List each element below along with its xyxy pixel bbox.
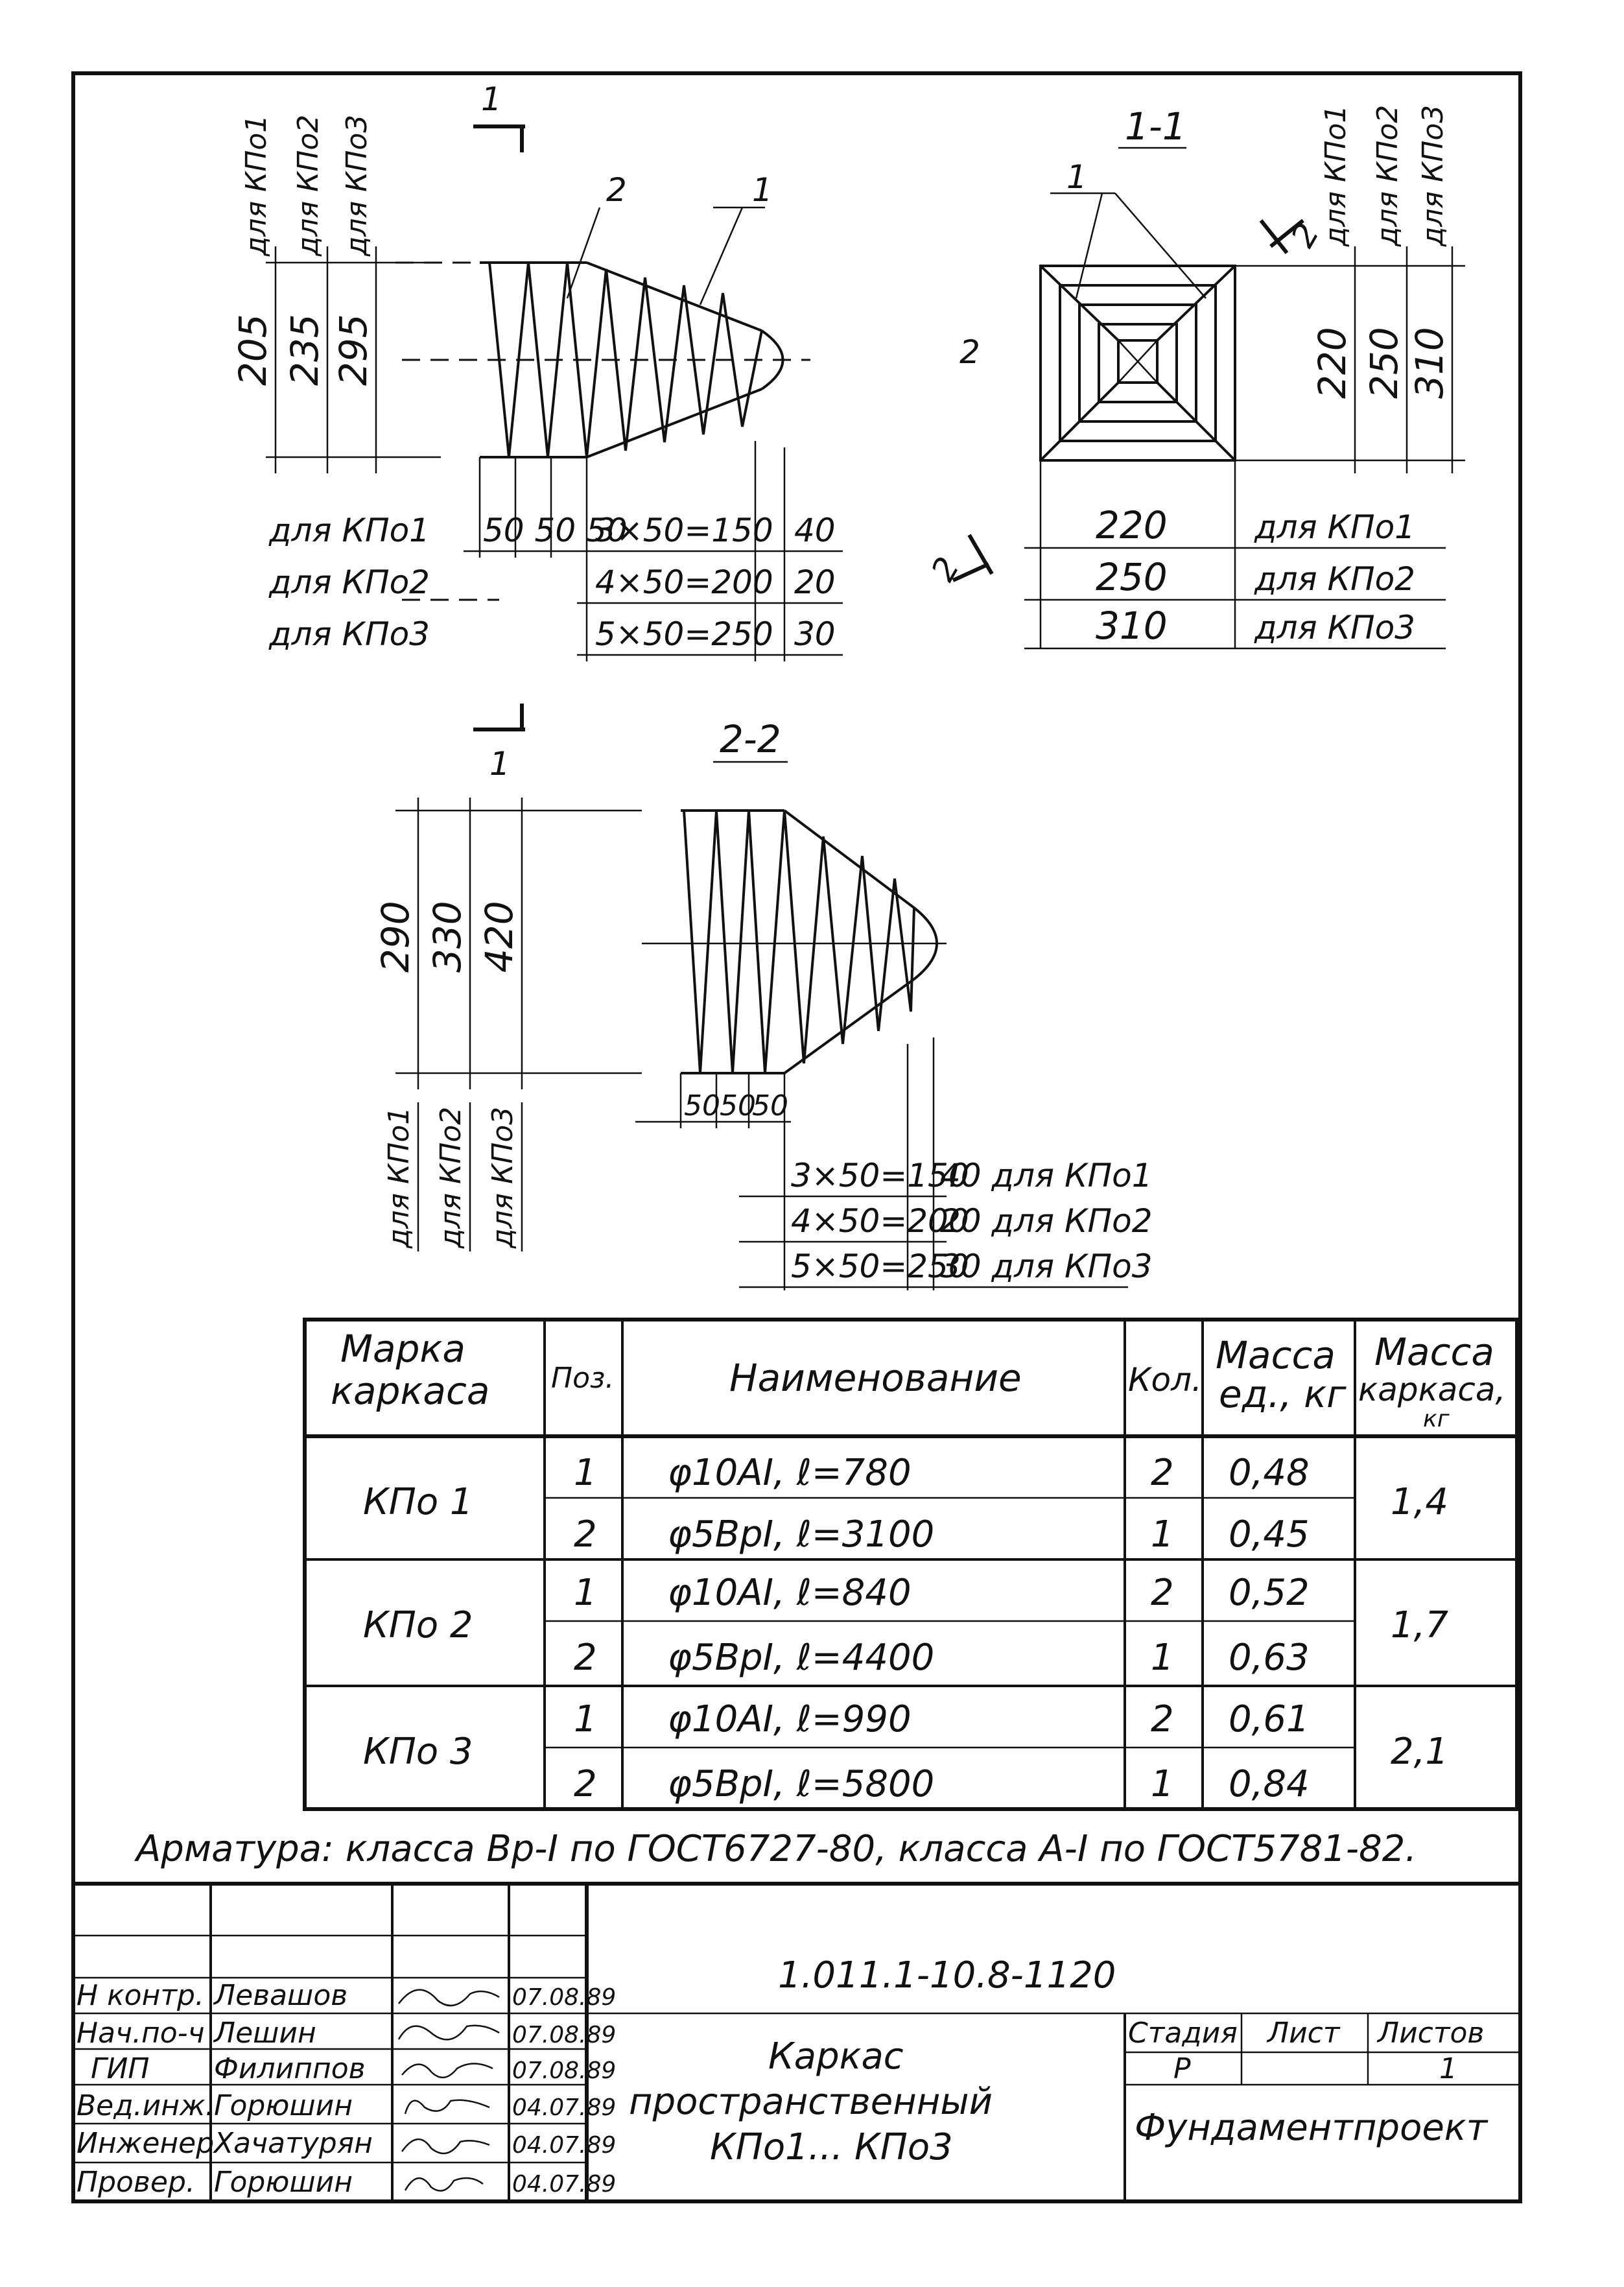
section-1-1-cut2-lower: 2 — [924, 551, 967, 587]
sig-name-5: Хачатурян — [214, 2127, 373, 2160]
row3-span: 5×50=250 — [595, 615, 773, 653]
section-1-1-cut2: 2 — [1284, 217, 1327, 254]
g3-r2-pos: 2 — [574, 1763, 597, 1805]
sig-date-3: 07.08.89 — [512, 2057, 617, 2084]
dim-label-kpo1: для КПо1 — [240, 114, 273, 256]
g2-frame-mass: 1,7 — [1391, 1604, 1449, 1646]
g1-mark: КПо 1 — [363, 1481, 473, 1523]
cut-mark-label: 1 — [481, 80, 502, 118]
s11-width-310: 310 — [1096, 604, 1168, 648]
g2-r1-qty: 2 — [1151, 1572, 1174, 1614]
row1-tail: 40 — [794, 512, 836, 549]
hdr-name: Наименование — [729, 1356, 1022, 1400]
s22-cut-label: 1 — [489, 745, 510, 783]
g2-r2-qty: 1 — [1151, 1637, 1174, 1679]
row2-tail: 20 — [794, 563, 836, 601]
stage-header: Стадия — [1128, 2017, 1238, 2050]
sheets-value: 1 — [1439, 2052, 1457, 2085]
s22-dim-50b: 50 — [720, 1089, 756, 1122]
stage-value: Р — [1173, 2052, 1191, 2085]
s11-wlabel-kpo2: для КПо2 — [1254, 560, 1415, 598]
g2-r1-pos: 1 — [574, 1572, 597, 1614]
sig-role-2: Нач.по-ч — [76, 2017, 205, 2050]
title-block — [73, 1884, 1520, 2201]
s11-height-250: 250 — [1362, 327, 1406, 399]
sig-date-5: 04.07.89 — [512, 2132, 617, 2159]
g2-mark: КПо 2 — [363, 1604, 473, 1646]
g3-r1-mass: 0,61 — [1229, 1698, 1310, 1740]
s11-label-kpo3: для КПо3 — [1417, 104, 1450, 246]
sig-date-4: 04.07.89 — [512, 2094, 617, 2121]
s11-label-kpo1: для КПо1 — [1319, 104, 1352, 246]
hdr-frame-mass-1: Масса — [1374, 1330, 1494, 1374]
g3-r2-qty: 1 — [1151, 1763, 1174, 1805]
s11-wlabel-kpo1: для КПо1 — [1254, 508, 1415, 546]
sheet-header: Лист — [1267, 2017, 1340, 2050]
dim-label-kpo2: для КПо2 — [292, 114, 325, 256]
s11-width-220: 220 — [1096, 503, 1168, 547]
g1-frame-mass: 1,4 — [1391, 1481, 1449, 1523]
height-295: 295 — [331, 314, 375, 386]
g1-r2-qty: 1 — [1151, 1513, 1174, 1556]
sig-role-3: ГИП — [91, 2052, 150, 2085]
sig-date-1: 07.08.89 — [512, 1984, 617, 2011]
g2-r1-mass: 0,52 — [1229, 1572, 1310, 1614]
s22-height-290: 290 — [373, 901, 418, 973]
s22-label-kpo3: для КПо3 — [486, 1106, 519, 1248]
specification-table — [305, 1320, 1517, 1809]
g2-r2-name: φ5BрI, ℓ=4400 — [668, 1637, 935, 1679]
s22-height-330: 330 — [425, 901, 469, 973]
hdr-unit-mass-1: Масса — [1216, 1333, 1336, 1377]
hdr-pos: Поз. — [551, 1362, 615, 1395]
g1-r1-qty: 2 — [1151, 1452, 1174, 1494]
title-line-1: Каркас — [768, 2035, 904, 2078]
s22-label-kpo2: для КПо2 — [434, 1106, 467, 1248]
title-line-3: КПо1... КПо3 — [710, 2126, 953, 2168]
section-1-1-pos1: 1 — [1066, 158, 1087, 196]
section-2-2 — [373, 704, 1153, 1290]
hdr-qty: Кол. — [1128, 1361, 1202, 1399]
hdr-mark-1: Марка — [340, 1327, 465, 1371]
s22-height-420: 420 — [477, 901, 521, 973]
g1-r2-mass: 0,45 — [1229, 1513, 1310, 1556]
section-1-1-pos2: 2 — [959, 333, 980, 371]
s11-height-310: 310 — [1407, 327, 1452, 399]
s22-row2-tail: 20 для КПо2 — [940, 1202, 1153, 1240]
g2-r2-pos: 2 — [574, 1637, 597, 1679]
row1-small-dims: 50 50 50 — [483, 512, 628, 549]
s11-label-kpo2: для КПо2 — [1371, 104, 1404, 246]
g3-mark: КПо 3 — [363, 1731, 473, 1773]
s11-width-250: 250 — [1096, 555, 1168, 599]
height-235: 235 — [283, 314, 327, 386]
row-label-kpo1: для КПо1 — [269, 512, 430, 549]
sig-date-2: 07.08.89 — [512, 2022, 617, 2048]
dim-label-kpo3: для КПо3 — [340, 114, 373, 256]
sig-role-1: Н контр. — [76, 1979, 204, 2012]
organization-name: Фундаментпроект — [1135, 2107, 1488, 2149]
g3-r1-qty: 2 — [1151, 1698, 1174, 1740]
s11-wlabel-kpo3: для КПо3 — [1254, 609, 1415, 646]
g3-r2-name: φ5BрI, ℓ=5800 — [668, 1763, 935, 1805]
hdr-unit-mass-2: ед., кг — [1219, 1372, 1347, 1416]
sheets-header: Листов — [1378, 2017, 1485, 2050]
s22-row3-tail: 30 для КПо3 — [940, 1248, 1153, 1285]
row3-tail: 30 — [794, 615, 836, 653]
s22-row2-span: 4×50=200 — [791, 1202, 969, 1240]
row1-span: 3×50=150 — [595, 512, 773, 549]
s22-label-kpo1: для КПо1 — [382, 1106, 416, 1248]
top-left-view — [231, 80, 843, 661]
g3-r1-pos: 1 — [574, 1698, 597, 1740]
g3-frame-mass: 2,1 — [1391, 1731, 1449, 1773]
sig-name-2: Лешин — [214, 2017, 316, 2050]
section-2-2-title: 2-2 — [720, 717, 781, 761]
hdr-mark-2: каркаса — [331, 1369, 490, 1413]
s22-row3-span: 5×50=250 — [791, 1248, 969, 1285]
row-label-kpo3: для КПо3 — [269, 615, 430, 653]
hdr-frame-mass-3: кг — [1423, 1406, 1450, 1432]
hdr-frame-mass-2: каркаса, — [1358, 1371, 1506, 1408]
row2-span: 4×50=200 — [595, 563, 773, 601]
pos-2-label: 2 — [606, 171, 627, 209]
g1-r2-name: φ5BрI, ℓ=3100 — [668, 1513, 935, 1556]
sig-name-3: Филиппов — [214, 2052, 366, 2085]
sig-role-6: Провер. — [76, 2166, 195, 2199]
document-code: 1.011.1-10.8-1120 — [778, 1954, 1116, 1997]
g3-r2-mass: 0,84 — [1229, 1763, 1310, 1805]
g2-r1-name: φ10AI, ℓ=840 — [668, 1572, 912, 1614]
sig-name-1: Левашов — [214, 1979, 348, 2012]
sig-role-4: Вед.инж. — [76, 2089, 215, 2122]
section-1-1 — [924, 104, 1465, 648]
g2-r2-mass: 0,63 — [1229, 1637, 1310, 1679]
g1-r1-name: φ10AI, ℓ=780 — [668, 1452, 912, 1494]
row-label-kpo2: для КПо2 — [269, 563, 430, 601]
reinforcement-note: Арматура: класса Вр-I по ГОСТ6727-80, класса А-I по ГОСТ5781-82. — [136, 1828, 1417, 1870]
s11-height-220: 220 — [1310, 327, 1354, 399]
sig-date-6: 04.07.89 — [512, 2171, 617, 2198]
sig-name-4: Горюшин — [214, 2089, 353, 2122]
section-1-1-title: 1-1 — [1125, 104, 1186, 148]
s22-dim-50c: 50 — [752, 1089, 788, 1122]
g1-r1-pos: 1 — [574, 1452, 597, 1494]
g1-r2-pos: 2 — [574, 1513, 597, 1556]
s22-row1-span: 3×50=150 — [791, 1157, 969, 1194]
g1-r1-mass: 0,48 — [1229, 1452, 1310, 1494]
sig-name-6: Горюшин — [214, 2166, 353, 2199]
g3-r1-name: φ10AI, ℓ=990 — [668, 1698, 912, 1740]
sig-role-5: Инженер — [76, 2127, 215, 2160]
s22-row1-tail: 40 для КПо1 — [940, 1157, 1153, 1194]
title-line-2: пространственный — [629, 2081, 993, 2123]
pos-1-label: 1 — [752, 171, 773, 209]
height-205: 205 — [231, 314, 275, 386]
s22-dim-50a: 50 — [684, 1089, 720, 1122]
